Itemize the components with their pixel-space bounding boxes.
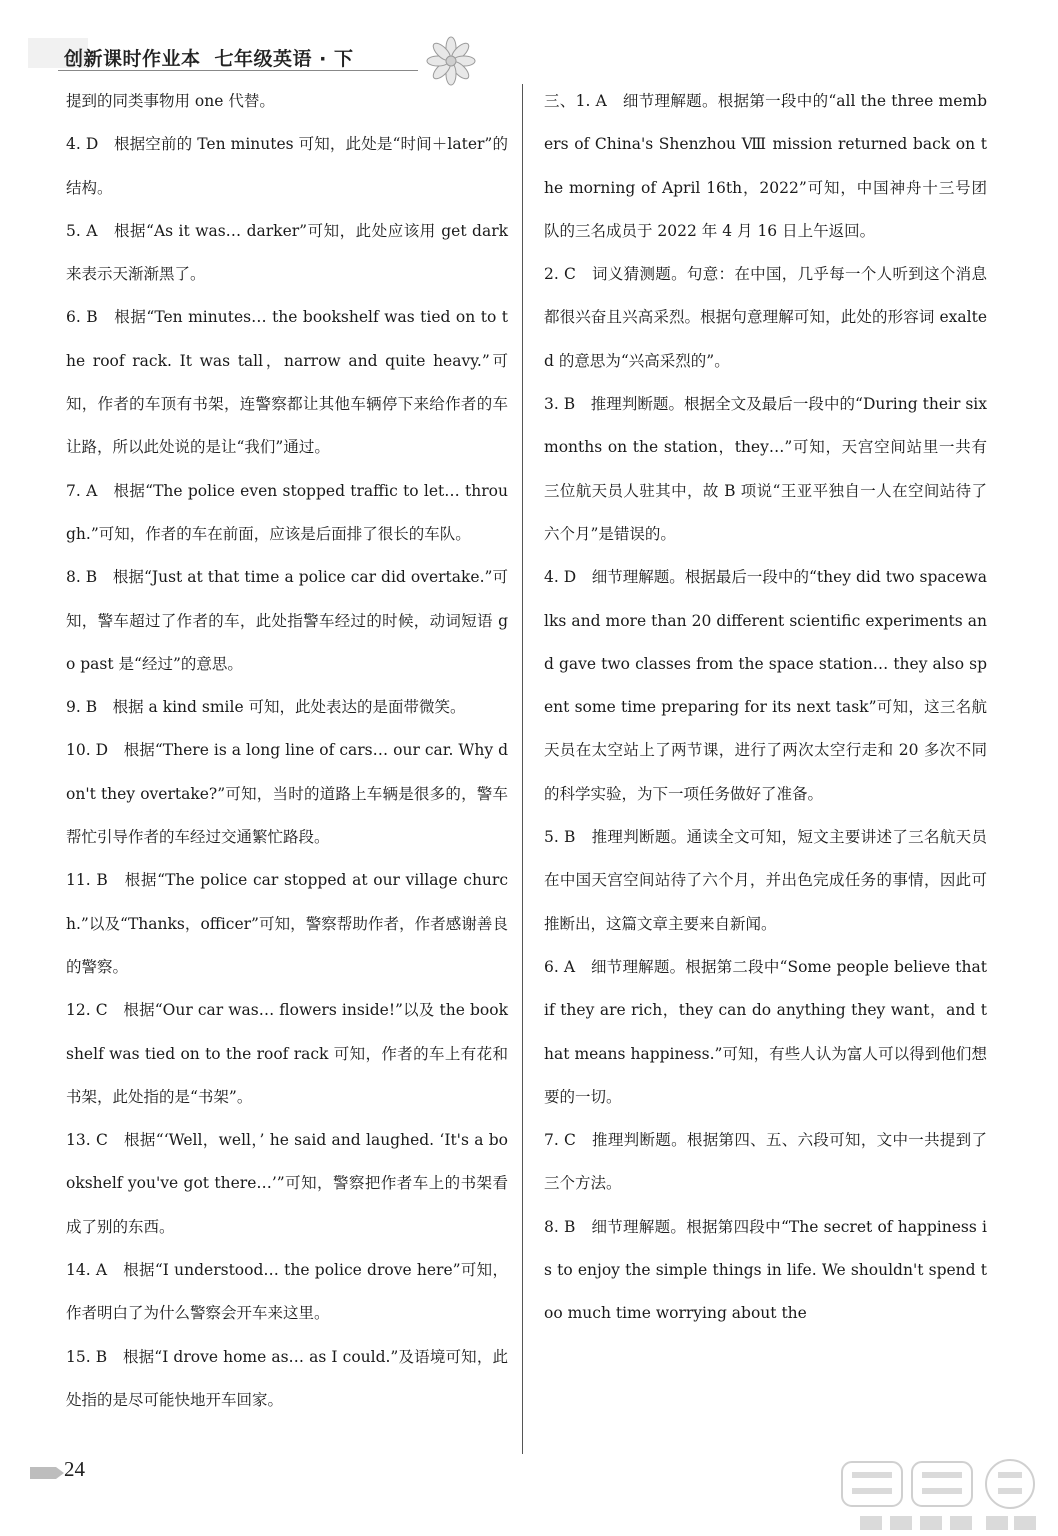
header-title xyxy=(64,44,353,71)
answer-paragraph: 5. A 根据“As it was… darker”可知，此处应该用 get dark 来表示天渐渐黑了。 xyxy=(66,221,508,284)
left-column xyxy=(66,80,508,1422)
answer-paragraph: 6. B 根据“Ten minutes… the bookshelf was tied on to the roof rack. It was tall，narrow and quite heavy.”可知，作者的车顶有书架，连警察都让其他车辆停下来给作者的车让路，所以此处说的是让“我们”通过。 xyxy=(66,308,508,457)
book-title: 创新课时作业本 xyxy=(64,48,201,70)
answer-paragraph: 9. B 根据 a kind smile 可知，此处表达的是面带微笑。 xyxy=(66,698,466,717)
answer-paragraph: 11. B 根据“The police car stopped at our village church.”以及“Thanks，officer”可知，警察帮助作者，作者感谢善良的警察。 xyxy=(66,871,508,976)
page-marker-icon xyxy=(30,1467,64,1479)
answer-paragraph: 8. B 根据“Just at that time a police car did overtake.”可知，警车超过了作者的车，此处指警车经过的时候，动词短语 go past 是“经过”的意思。 xyxy=(66,568,508,673)
answer-paragraph: 13. C 根据“‘Well，well，’ he said and laughed. ‘It's a bookshelf you've got there…’”可知，警察把作者车上的书架看成了别的东西。 xyxy=(66,1131,508,1236)
answer-paragraph: 提到的同类事物用 one 代替。 xyxy=(66,92,275,110)
answer-paragraph: 6. A 细节理解题。根据第二段中“Some people believe that if they are rich，they can do anything they want，and that means happiness.”可知，有些人认为富人可以得到他们想要的一切。 xyxy=(544,957,987,1106)
right-column xyxy=(544,80,987,1336)
column-divider xyxy=(522,84,523,1454)
page-header xyxy=(28,38,498,82)
answer-paragraph: 7. A 根据“The police even stopped traffic to let… through.”可知，作者的车在前面，应该是后面排了很长的车队。 xyxy=(66,481,508,543)
answer-paragraph: 10. D 根据“There is a long line of cars… our car. Why don't they overtake?”可知，当时的道路上车辆是很多的，警车帮忙引导作者的车经过交通繁忙路段。 xyxy=(66,741,508,847)
book-subtitle: 七年级英语 · 下 xyxy=(214,48,354,70)
page-number: 24 xyxy=(64,1457,85,1481)
answer-paragraph: 12. C 根据“Our car was… flowers inside!”以及 the bookshelf was tied on to the roof rack 可知，作者的车上有花和书架，此处指的是“书架”。 xyxy=(66,1001,508,1106)
answer-paragraph: 7. C 推理判断题。根据第四、五、六段可知，文中一共提到了三个方法。 xyxy=(544,1131,987,1193)
answer-paragraph: 4. D 根据空前的 Ten minutes 可知，此处是“时间＋later”的结构。 xyxy=(66,135,508,197)
answer-paragraph: 14. A 根据“I understood… the police drove here”可知，作者明白了为什么警察会开车来这里。 xyxy=(66,1261,508,1323)
answer-paragraph: 5. B 推理判断题。通读全文可知，短文主要讲述了三名航天员在中国天宫空间站待了六个月，并出色完成任务的事情，因此可推断出，这篇文章主要来自新闻。 xyxy=(544,828,987,933)
answer-paragraph: 4. D 细节理解题。根据最后一段中的“they did two spacewalks and more than 20 different scientific experiments and gave two classes from the space station… they also spent some time preparing for its next task”可知，这三名航天员在太空站上了两节课，进行了两次太空行走和 20 多次不同的科学实验，为下一项任务做好了准备。 xyxy=(544,568,987,803)
watermark-logo xyxy=(838,1458,1050,1536)
answer-paragraph: 8. B 细节理解题。根据第四段中“The secret of happiness is to enjoy the simple things in life. We shouldn't spend too much time worrying about the xyxy=(544,1217,987,1323)
answer-paragraph: 2. C 词义猜测题。句意：在中国，几乎每一个人听到这个消息都很兴奋且兴高采烈。根据句意理解可知，此处的形容词 exalted 的意思为“兴高采烈的”。 xyxy=(544,265,987,370)
answer-paragraph: 15. B 根据“I drove home as… as I could.”及语境可知，此处指的是尽可能快地开车回家。 xyxy=(66,1347,508,1409)
answer-paragraph: 3. B 推理判断题。根据全文及最后一段中的“During their six months on the station，they…”可知，天宫空间站里一共有三位航天员人驻其中，故 B 项说“王亚平独自一人在空间站待了六个月”是错误的。 xyxy=(544,395,987,543)
answer-paragraph: 三、1. A 细节理解题。根据第一段中的“all the three members of China's Shenzhou Ⅷ mission returned back on the morning of April 16th，2022”可知，中国神舟十三号团队的三名成员于 2022 年 4 月 16 日上午返回。 xyxy=(544,92,987,240)
header-rule xyxy=(58,70,418,71)
